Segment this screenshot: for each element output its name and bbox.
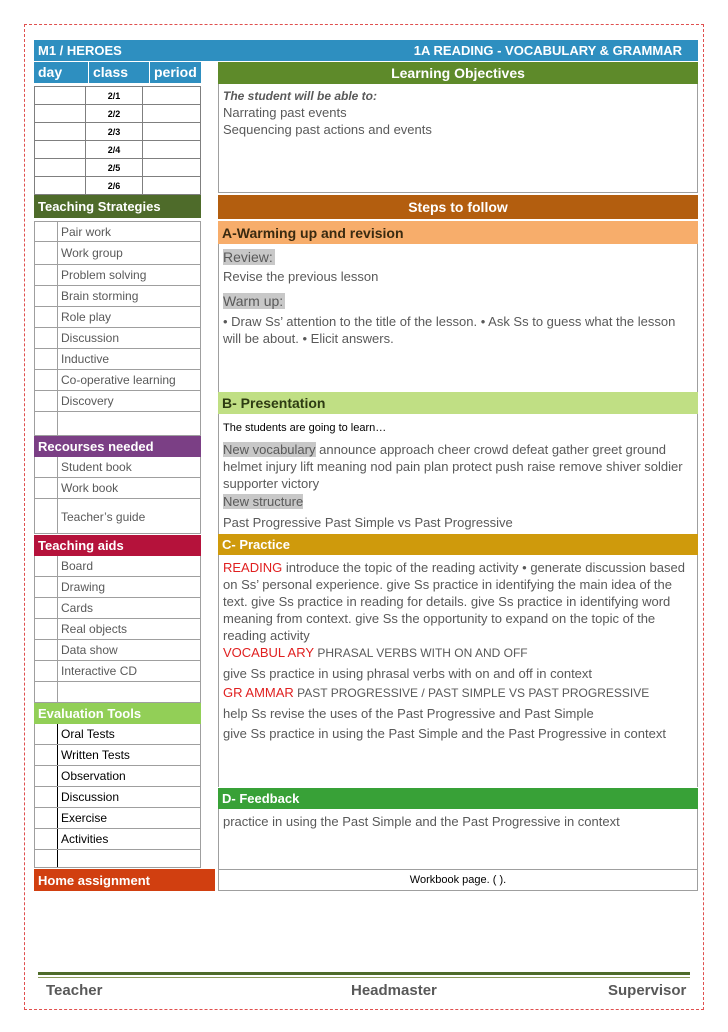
warmup-box <box>218 244 698 392</box>
checkbox[interactable] <box>35 222 58 241</box>
strategy-row[interactable] <box>34 370 201 391</box>
period-cell[interactable] <box>143 141 201 159</box>
unit-title: M1 / HEROES <box>38 43 122 58</box>
schedule-row <box>35 105 201 123</box>
evaluation-label: Exercise <box>61 811 108 825</box>
strategy-label: Role play <box>61 310 112 324</box>
objectives-intro: The student will be able to: <box>223 89 378 103</box>
day-cell[interactable] <box>35 177 86 195</box>
strategy-row-empty[interactable] <box>34 412 201 436</box>
teaching-aids-header: Teaching aids <box>34 535 201 556</box>
teaching-strategies-header: Teaching Strategies <box>34 195 201 218</box>
checkbox[interactable] <box>35 391 58 411</box>
warmup-text: • Draw Ss’ attention to the title of the lesson. • Ask Ss to guess what the lesson will be about. • Elicit answers. <box>223 314 676 346</box>
grammar-label: GR AMMAR <box>223 685 294 700</box>
objectives-box <box>218 84 698 193</box>
aid-row[interactable] <box>34 640 201 661</box>
strategy-label: Discussion <box>61 331 120 345</box>
strategy-label: Pair work <box>61 224 112 239</box>
checkbox[interactable] <box>35 457 58 477</box>
feedback-header: D- Feedback <box>218 788 698 809</box>
review-text: Revise the previous lesson <box>223 269 379 284</box>
resource-row[interactable] <box>34 457 201 478</box>
strategy-row[interactable] <box>34 265 201 286</box>
class-cell: 2/3 <box>86 123 143 141</box>
col-class: class <box>89 62 150 83</box>
resources-header: Recourses needed <box>34 436 201 457</box>
feedback-box <box>218 809 698 869</box>
class-cell: 2/1 <box>86 87 143 105</box>
col-day: day <box>34 62 89 83</box>
checkbox[interactable] <box>35 598 58 618</box>
schedule-row <box>35 177 201 195</box>
vocabulary-text: PHRASAL VERBS WITH ON AND OFF <box>314 646 528 660</box>
schedule-header <box>34 62 201 83</box>
objective-item: Narrating past events <box>223 105 347 120</box>
class-cell: 2/5 <box>86 159 143 177</box>
checkbox[interactable] <box>35 661 58 681</box>
evaluation-row[interactable] <box>34 745 201 766</box>
lesson-title: 1A READING - VOCABULARY & GRAMMAR <box>413 43 682 58</box>
checkbox[interactable] <box>35 412 58 435</box>
signature-divider-thin <box>38 977 690 978</box>
strategy-label: Discovery <box>61 394 114 408</box>
checkbox[interactable] <box>35 808 58 828</box>
supervisor-signature: Supervisor <box>608 982 687 999</box>
class-cell: 2/6 <box>86 177 143 195</box>
objective-item: Sequencing past actions and events <box>223 122 432 137</box>
aid-row[interactable] <box>34 556 201 577</box>
resource-label: Student book <box>61 460 132 474</box>
resource-row[interactable] <box>34 499 201 534</box>
checkbox[interactable] <box>35 787 58 807</box>
resource-row[interactable] <box>34 478 201 499</box>
new-structure-text: Past Progressive Past Simple vs Past Progressive <box>223 515 513 530</box>
class-cell: 2/2 <box>86 105 143 123</box>
signature-divider <box>38 972 690 975</box>
day-cell[interactable] <box>35 141 86 159</box>
period-cell[interactable] <box>143 177 201 195</box>
feedback-text: practice in using the Past Simple and the Past Progressive in context <box>223 814 620 829</box>
aid-label: Drawing <box>61 580 106 594</box>
class-cell: 2/4 <box>86 141 143 159</box>
strategy-label: Work group <box>61 246 123 260</box>
evaluation-row[interactable] <box>34 829 201 850</box>
checkbox[interactable] <box>35 242 58 264</box>
practice-header: C- Practice <box>218 534 698 555</box>
evaluation-row[interactable] <box>34 724 201 745</box>
reading-text: introduce the topic of the reading activity • generate discussion based on Ss’ personal experience. give Ss practice in identifying the main idea of the text. give Ss practice in reading for details. give Ss practice in identifying word meaning from context. give Ss the opportunity to expand on the topic of the reading activity <box>223 560 685 643</box>
checkbox[interactable] <box>35 349 58 369</box>
presentation-box <box>218 414 698 534</box>
schedule-row <box>35 87 201 105</box>
aid-label: Board <box>61 559 94 573</box>
strategy-row[interactable] <box>34 328 201 349</box>
strategy-label: Co-operative learning <box>61 373 176 387</box>
strategy-row[interactable] <box>34 221 201 242</box>
checkbox[interactable] <box>35 745 58 765</box>
review-label: Review: <box>223 249 273 265</box>
evaluation-label: Activities <box>61 832 109 846</box>
evaluation-label: Observation <box>61 769 126 783</box>
presentation-header: B- Presentation <box>218 392 698 414</box>
resource-label: Teacher’s guide <box>61 510 146 524</box>
evaluation-label: Written Tests <box>61 748 130 762</box>
grammar-detail: give Ss practice in using the Past Simple and the Past Progressive in context <box>223 726 666 741</box>
aid-label: Data show <box>61 643 118 657</box>
strategy-label: Problem solving <box>61 268 147 282</box>
aid-row[interactable] <box>34 598 201 619</box>
lesson-header <box>34 40 698 61</box>
checkbox[interactable] <box>35 850 58 867</box>
evaluation-row-empty[interactable] <box>34 850 201 868</box>
strategy-label: Brain storming <box>61 289 139 303</box>
checkbox[interactable] <box>35 829 58 849</box>
warmup-header: A-Warming up and revision <box>218 221 698 244</box>
grammar-text: PAST PROGRESSIVE / PAST SIMPLE VS PAST PROGRESSIVE <box>293 686 650 700</box>
period-cell[interactable] <box>143 123 201 141</box>
vocabulary-detail: give Ss practice in using phrasal verbs with on and off in context <box>223 666 593 681</box>
checkbox[interactable] <box>35 640 58 660</box>
home-assignment-label: Home assignment <box>34 869 215 891</box>
aid-row[interactable] <box>34 619 201 640</box>
practice-box <box>218 555 698 787</box>
strategy-label: Inductive <box>61 352 110 366</box>
schedule-row <box>35 159 201 177</box>
steps-header: Steps to follow <box>218 195 698 219</box>
checkbox[interactable] <box>35 577 58 597</box>
learning-objectives-header: Learning Objectives <box>218 62 698 84</box>
strategy-row[interactable] <box>34 242 201 265</box>
checkbox[interactable] <box>35 307 58 327</box>
warmup-label: Warm up: <box>223 293 284 309</box>
day-cell[interactable] <box>35 159 86 177</box>
aid-label: Real objects <box>61 622 128 636</box>
headmaster-signature: Headmaster <box>351 982 437 999</box>
checkbox[interactable] <box>35 556 58 576</box>
period-cell[interactable] <box>143 87 201 105</box>
presentation-intro: The students are going to learn… <box>223 422 387 434</box>
col-period: period <box>154 64 197 80</box>
checkbox[interactable] <box>35 478 58 498</box>
vocabulary-label: VOCABUL ARY <box>223 645 315 660</box>
aid-row[interactable] <box>34 577 201 598</box>
evaluation-row[interactable] <box>34 808 201 829</box>
aid-row-empty[interactable] <box>34 682 201 703</box>
checkbox[interactable] <box>35 370 58 390</box>
period-cell[interactable] <box>143 105 201 123</box>
aid-label: Interactive CD <box>61 664 138 678</box>
schedule-row <box>35 123 201 141</box>
period-cell[interactable] <box>143 159 201 177</box>
checkbox[interactable] <box>35 265 58 285</box>
strategy-row[interactable] <box>34 349 201 370</box>
home-assignment-value[interactable]: Workbook page. ( ). <box>218 869 698 891</box>
schedule-table <box>34 86 201 195</box>
evaluation-row[interactable] <box>34 766 201 787</box>
checkbox[interactable] <box>35 328 58 348</box>
evaluation-label: Oral Tests <box>61 727 115 741</box>
grammar-detail: help Ss revise the uses of the Past Progressive and Past Simple <box>223 706 594 721</box>
strategy-row[interactable] <box>34 286 201 307</box>
new-vocabulary-text: announce approach cheer crowd defeat gather greet ground helmet injury lift meaning nod pain plan protect push raise remove shiver soldier supporter victory <box>223 442 683 491</box>
schedule-row <box>35 141 201 159</box>
day-cell[interactable] <box>35 105 86 123</box>
checkbox[interactable] <box>35 766 58 786</box>
evaluation-row[interactable] <box>34 787 201 808</box>
evaluation-label: Discussion <box>61 790 120 804</box>
day-cell[interactable] <box>35 123 86 141</box>
strategy-row[interactable] <box>34 307 201 328</box>
resource-label: Work book <box>61 481 119 495</box>
checkbox[interactable] <box>35 286 58 306</box>
reading-label: READING <box>223 560 283 575</box>
new-vocabulary-label: New vocabulary <box>223 442 316 457</box>
checkbox[interactable] <box>35 499 58 533</box>
day-cell[interactable] <box>35 87 86 105</box>
checkbox[interactable] <box>35 682 58 702</box>
aid-row[interactable] <box>34 661 201 682</box>
aid-label: Cards <box>61 601 94 615</box>
new-structure-label: New structure <box>223 494 304 509</box>
evaluation-header: Evaluation Tools <box>34 703 201 724</box>
teacher-signature: Teacher <box>46 982 103 999</box>
checkbox[interactable] <box>35 619 58 639</box>
checkbox[interactable] <box>35 724 58 744</box>
strategy-row[interactable] <box>34 391 201 412</box>
